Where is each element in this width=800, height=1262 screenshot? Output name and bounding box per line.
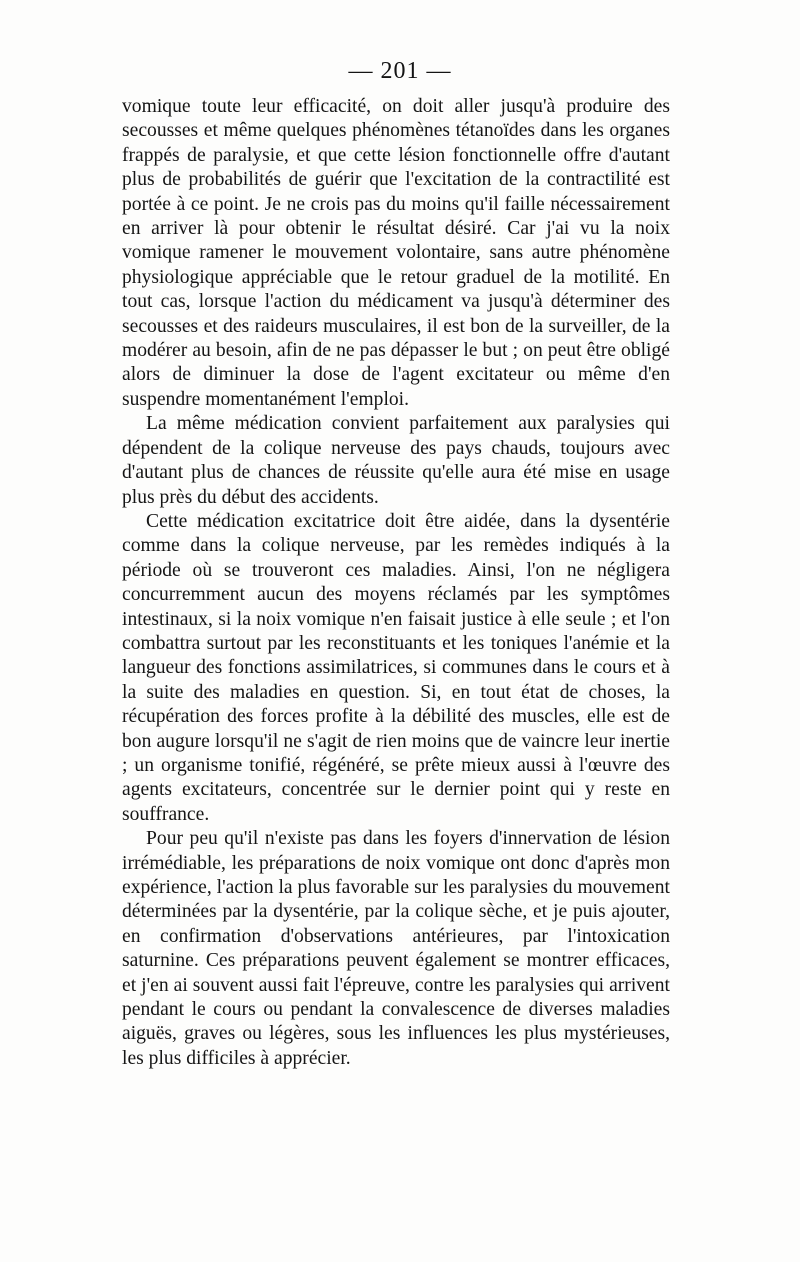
body-text: [122, 95, 670, 1071]
paragraph-continuation: vomique toute leur efficacité, on doit aller jusqu'à produire des secousses et même quelques phénomènes tétanoïdes dans les organes frappés de paralysie, et que cette lésion fonctionnelle offre d'autant plus de probabilités de guérir que l'excitation de la contractilité est portée à ce point. Je ne crois pas du moins qu'il faille nécessairement en arriver là pour obtenir le résultat désiré. Car j'ai vu la noix vomique ramener le mouvement volontaire, sans autre phénomène physiologique appréciable que le retour graduel de la motilité. En tout cas, lorsque l'action du médicament va jusqu'à déterminer des secousses et des raideurs musculaires, il est bon de la surveiller, de la modérer au besoin, afin de ne pas dépasser le but ; on peut être obligé alors de diminuer la dose de l'agent excitateur ou même d'en suspendre momentanément l'emploi.: [122, 96, 670, 410]
paragraph: Pour peu qu'il n'existe pas dans les foyers d'innervation de lésion irrémédiable, les préparations de noix vomique ont donc d'après mon expérience, l'action la plus favorable sur les paralysies du mouvement déterminées par la dysentérie, par la colique sèche, et je puis ajouter, en confirmation d'observations antérieures, par l'intoxication saturnine. Ces préparations peuvent également se montrer efficaces, et j'en ai souvent aussi fait l'épreuve, contre les paralysies qui arrivent pendant le cours ou pendant la convalescence de diverses maladies aiguës, graves ou légères, sous les influences les plus mystérieuses, les plus difficiles à apprécier.: [122, 828, 670, 1069]
paragraph: La même médication convient parfaitement aux paralysies qui dépendent de la colique nerveuse des pays chauds, toujours avec d'autant plus de chances de réussite qu'elle aura été mise en usage plus près du début des accidents.: [122, 413, 670, 508]
paragraph: Cette médication excitatrice doit être aidée, dans la dysentérie comme dans la colique nerveuse, par les remèdes indiqués à la période où se trouveront ces maladies. Ainsi, l'on ne négligera concurremment aucun des moyens réclamés par les symptômes intestinaux, si la noix vomique n'en faisait justice à elle seule ; et l'on combattra surtout par les reconstituants et les toniques l'anémie et la langueur des fonctions assimilatrices, si communes dans le cours et à la suite des maladies en question. Si, en tout état de choses, la récupération des forces profite à la débilité des muscles, elle est de bon augure lorsqu'il ne s'agit de rien moins que de vaincre leur inertie ; un organisme tonifié, régénéré, se prête mieux aussi à l'œuvre des agents excitateurs, concentrée sur le dernier point qui y reste en souffrance.: [122, 510, 670, 825]
page-number: — 201 —: [348, 58, 452, 84]
